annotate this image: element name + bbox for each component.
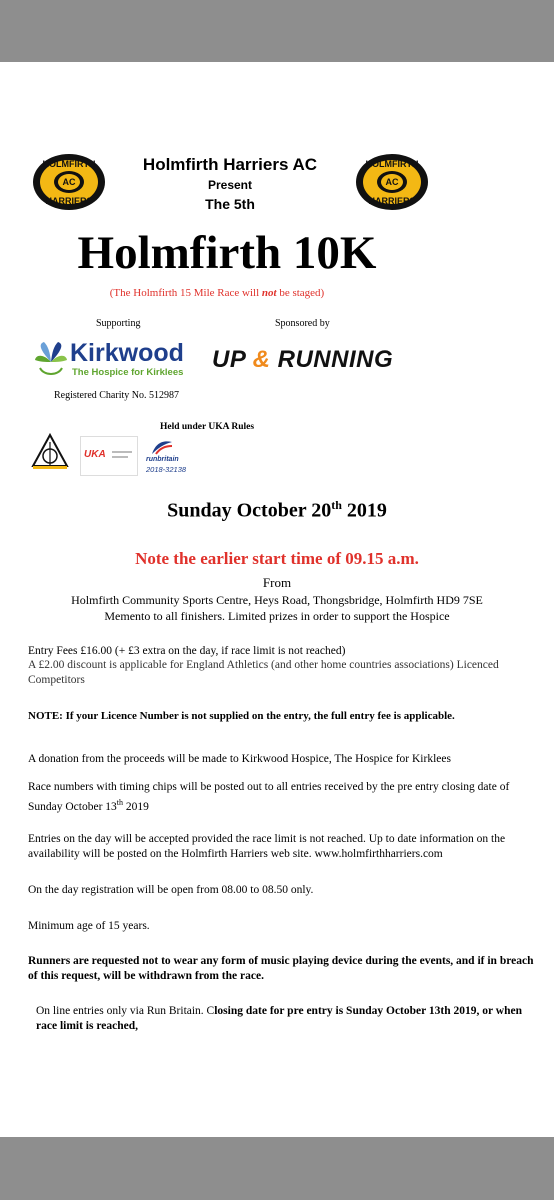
race-numbers-text	[28, 780, 543, 815]
race-note	[0, 287, 434, 299]
online-entries	[36, 1004, 541, 1034]
holmfirth-harriers-logo-right	[355, 153, 429, 211]
registration-times: On the day registration will be open from 08.00 to 08.50 only.	[28, 884, 314, 896]
licence-note: NOTE: If your Licence Number is not supplied on the entry, the full entry fee is applicable.	[28, 710, 455, 722]
online-entries-closing: losing date for pre entry is Sunday October 13th 2019, or when race limit is reached,	[36, 1005, 522, 1032]
race-numbers-pre: Race numbers with timing chips will be posted out to all entries received by the pre entry closing date of Sunday October 13	[28, 781, 510, 813]
race-note-pre: (The Holmfirth 15 Mile Race will	[109, 287, 262, 299]
event-date-year: 2019	[341, 499, 387, 522]
entry-fees: Entry Fees £16.00 (+ £3 extra on the day, if race limit is not reached)	[28, 645, 346, 657]
memento-text: Memento to all finishers. Limited prizes in order to support the Hospice	[104, 609, 450, 623]
event-date-suffix: th	[331, 498, 342, 512]
course-measured-icon	[30, 432, 70, 472]
runbritain-logo	[144, 438, 192, 478]
uka-logo-divider	[112, 451, 132, 453]
race-numbers-suffix: th	[116, 798, 124, 807]
logo-letters: AC	[385, 177, 399, 187]
logo-bottom-text: HARRIERS	[45, 196, 93, 206]
licence-discount: A £2.00 discount is applicable for England Athletics (and other home countries associations) Licenced Competitors	[28, 659, 499, 686]
charity-number: Registered Charity No. 512987	[54, 390, 179, 401]
uka-logo	[80, 436, 138, 476]
event-date	[0, 498, 554, 523]
online-entries-pre: On line entries only via Run Britain. C	[36, 1005, 215, 1017]
kirkwood-logo	[34, 340, 204, 382]
race-note-post: be staged)	[276, 287, 325, 299]
top-bar	[0, 0, 554, 62]
kirkwood-tagline: The Hospice for Kirklees	[72, 367, 184, 378]
start-time-note: Note the earlier start time of 09.15 a.m.	[135, 549, 419, 568]
uka-logo-text: UKA	[84, 449, 106, 460]
race-numbers-year: 2019	[123, 800, 149, 813]
edition-text: The 5th	[205, 196, 255, 212]
logo-top-text: HOLMFIRTH	[42, 159, 96, 169]
from-label: From	[262, 575, 292, 590]
permit-number: 2018-32138	[146, 465, 187, 474]
event-title: Holmfirth 10K	[77, 227, 377, 279]
sponsor-part2: RUNNING	[277, 346, 394, 373]
hospice-flower-icon	[34, 340, 68, 380]
up-and-running-logo	[212, 346, 393, 374]
logo-top-text: HOLMFIRTH	[365, 159, 419, 169]
runbritain-swoosh-icon	[150, 438, 174, 456]
uka-logo-divider	[112, 456, 128, 458]
logo-bottom-text: HARRIERS	[368, 196, 416, 206]
supporting-label: Supporting	[96, 318, 141, 329]
bottom-bar	[0, 1137, 554, 1200]
entries-on-day: Entries on the day will be accepted provided the race limit is not reached. Up to date information on the availability will be posted on the Holmfirth Harriers web site. www.holmfirthharriers.com	[28, 833, 506, 860]
minimum-age: Minimum age of 15 years.	[28, 920, 150, 932]
kirkwood-name: Kirkwood	[70, 339, 184, 367]
sponsored-label: Sponsored by	[275, 318, 330, 329]
donation-text: A donation from the proceeds will be made to Kirkwood Hospice, The Hospice for Kirklees	[28, 753, 451, 765]
sponsor-part1: UP	[212, 346, 246, 373]
sponsor-ampersand: &	[252, 346, 271, 373]
holmfirth-harriers-logo-left	[32, 153, 106, 211]
music-device-rule: Runners are requested not to wear any form of music playing device during the events, and if in breach of this request, will be withdrawn from the race.	[28, 955, 534, 982]
race-note-emphasis: not	[261, 287, 277, 299]
venue-address: Holmfirth Community Sports Centre, Heys Road, Thongsbridge, Holmfirth HD9 7SE	[71, 593, 483, 607]
club-name: Holmfirth Harriers AC	[142, 155, 318, 174]
present-text: Present	[207, 178, 253, 192]
logo-letters: AC	[62, 177, 76, 187]
event-date-pre: Sunday October 20	[167, 499, 332, 522]
uka-rules: Held under UKA Rules	[160, 422, 255, 432]
runbritain-text: runbritain	[146, 456, 179, 463]
